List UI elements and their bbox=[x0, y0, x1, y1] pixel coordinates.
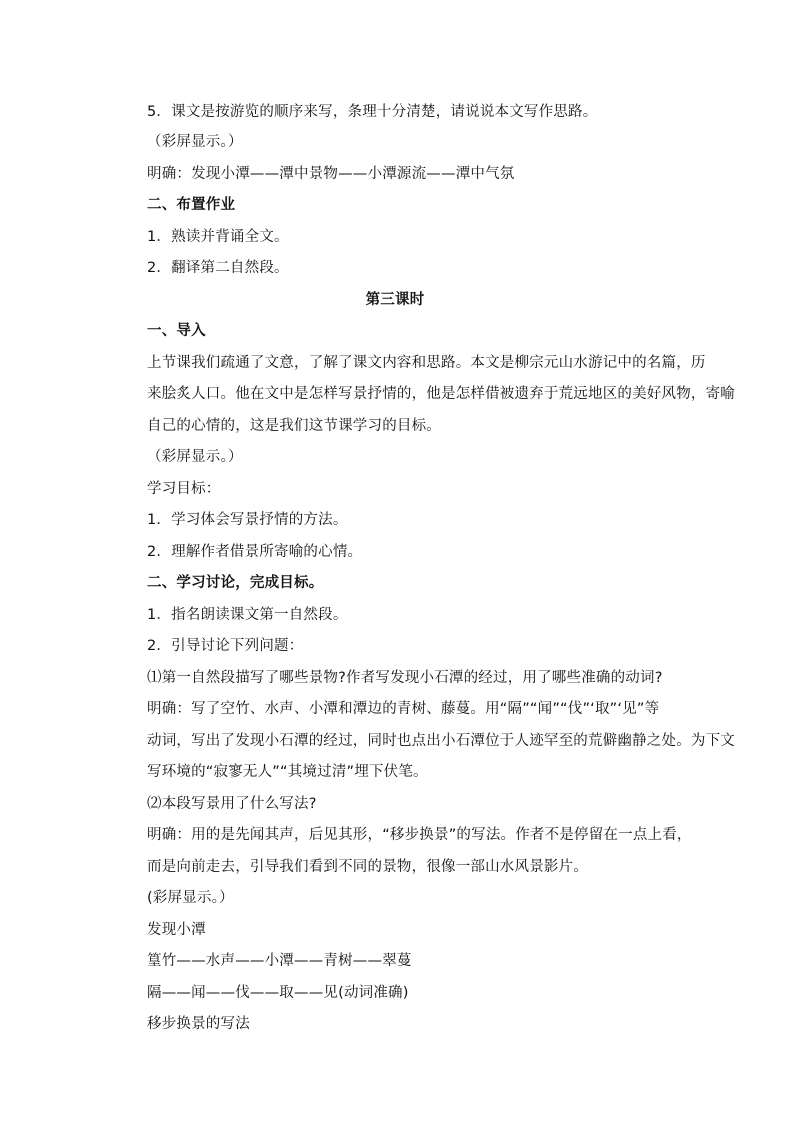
section-heading: 二、学习讨论，完成目标。 bbox=[147, 575, 324, 591]
list-item: 1．熟读并背诵全文。 bbox=[147, 229, 289, 245]
paragraph-line: 来脍炙人口。他在文中是怎样写景抒情的，他是怎样借被遗弃于荒远地区的美好风物，寄喻 bbox=[147, 386, 735, 402]
lesson-title: 第三课时 bbox=[365, 292, 425, 308]
section-heading: 二、布置作业 bbox=[147, 197, 236, 213]
list-item: 1．指名朗读课文第一自然段。 bbox=[147, 607, 348, 623]
text-line: （彩屏显示。） bbox=[147, 134, 243, 150]
text-line: 明确：发现小潭——潭中景物——小潭源流——潭中气氛 bbox=[147, 166, 515, 182]
question-line: ⑵本段写景用了什么写法? bbox=[147, 796, 317, 812]
text-line: 移步换景的写法 bbox=[147, 1016, 250, 1032]
paragraph-line: 明确：用的是先闻其声，后见其形，“移步换景”的写法。作者不是停留在一点上看， bbox=[147, 827, 692, 843]
text-line: 隔——闻——伐——取——见(动词准确) bbox=[147, 985, 409, 1001]
list-item: 2．理解作者借景所寄喻的心情。 bbox=[147, 544, 363, 560]
paragraph-line: 动词，写出了发现小石潭的经过，同时也点出小石潭位于人迹罕至的荒僻幽静之处。为下文 bbox=[147, 733, 735, 749]
list-item: 1．学习体会写景抒情的方法。 bbox=[147, 512, 348, 528]
text-line: 学习目标： bbox=[147, 481, 221, 497]
text-line: （彩屏显示。） bbox=[147, 449, 243, 465]
text-line: 发现小潭 bbox=[147, 922, 206, 938]
text-line: (彩屏显示。） bbox=[147, 890, 234, 906]
text-line: 篁竹——水声——小潭——青树——翠蔓 bbox=[147, 953, 412, 969]
text-line: 5．课文是按游览的顺序来写，条理十分清楚，请说说本文写作思路。 bbox=[147, 104, 598, 120]
paragraph-line: 而是向前走去，引导我们看到不同的景物，很像一部山水风景影片。 bbox=[147, 859, 588, 875]
paragraph-line: 明确：写了空竹、水声、小潭和潭边的青树、藤蔓。用“隔”“闻”“伐”‘取”‘见”等 bbox=[147, 701, 660, 717]
section-heading: 一、导入 bbox=[147, 323, 206, 339]
paragraph-line: 自己的心情的，这是我们这节课学习的目标。 bbox=[147, 418, 441, 434]
list-item: 2．翻译第二自然段。 bbox=[147, 260, 289, 276]
list-item: 2．引导讨论下列问题： bbox=[147, 638, 304, 654]
question-line: ⑴第一自然段描写了哪些景物?作者写发现小石潭的经过，用了哪些准确的动词? bbox=[147, 670, 663, 686]
paragraph-line: 上节课我们疏通了文意，了解了课文内容和思路。本文是柳宗元山水游记中的名篇，历 bbox=[147, 355, 706, 371]
paragraph-line: 写环境的“寂寥无人”“其境过清”埋下伏笔。 bbox=[147, 764, 428, 780]
